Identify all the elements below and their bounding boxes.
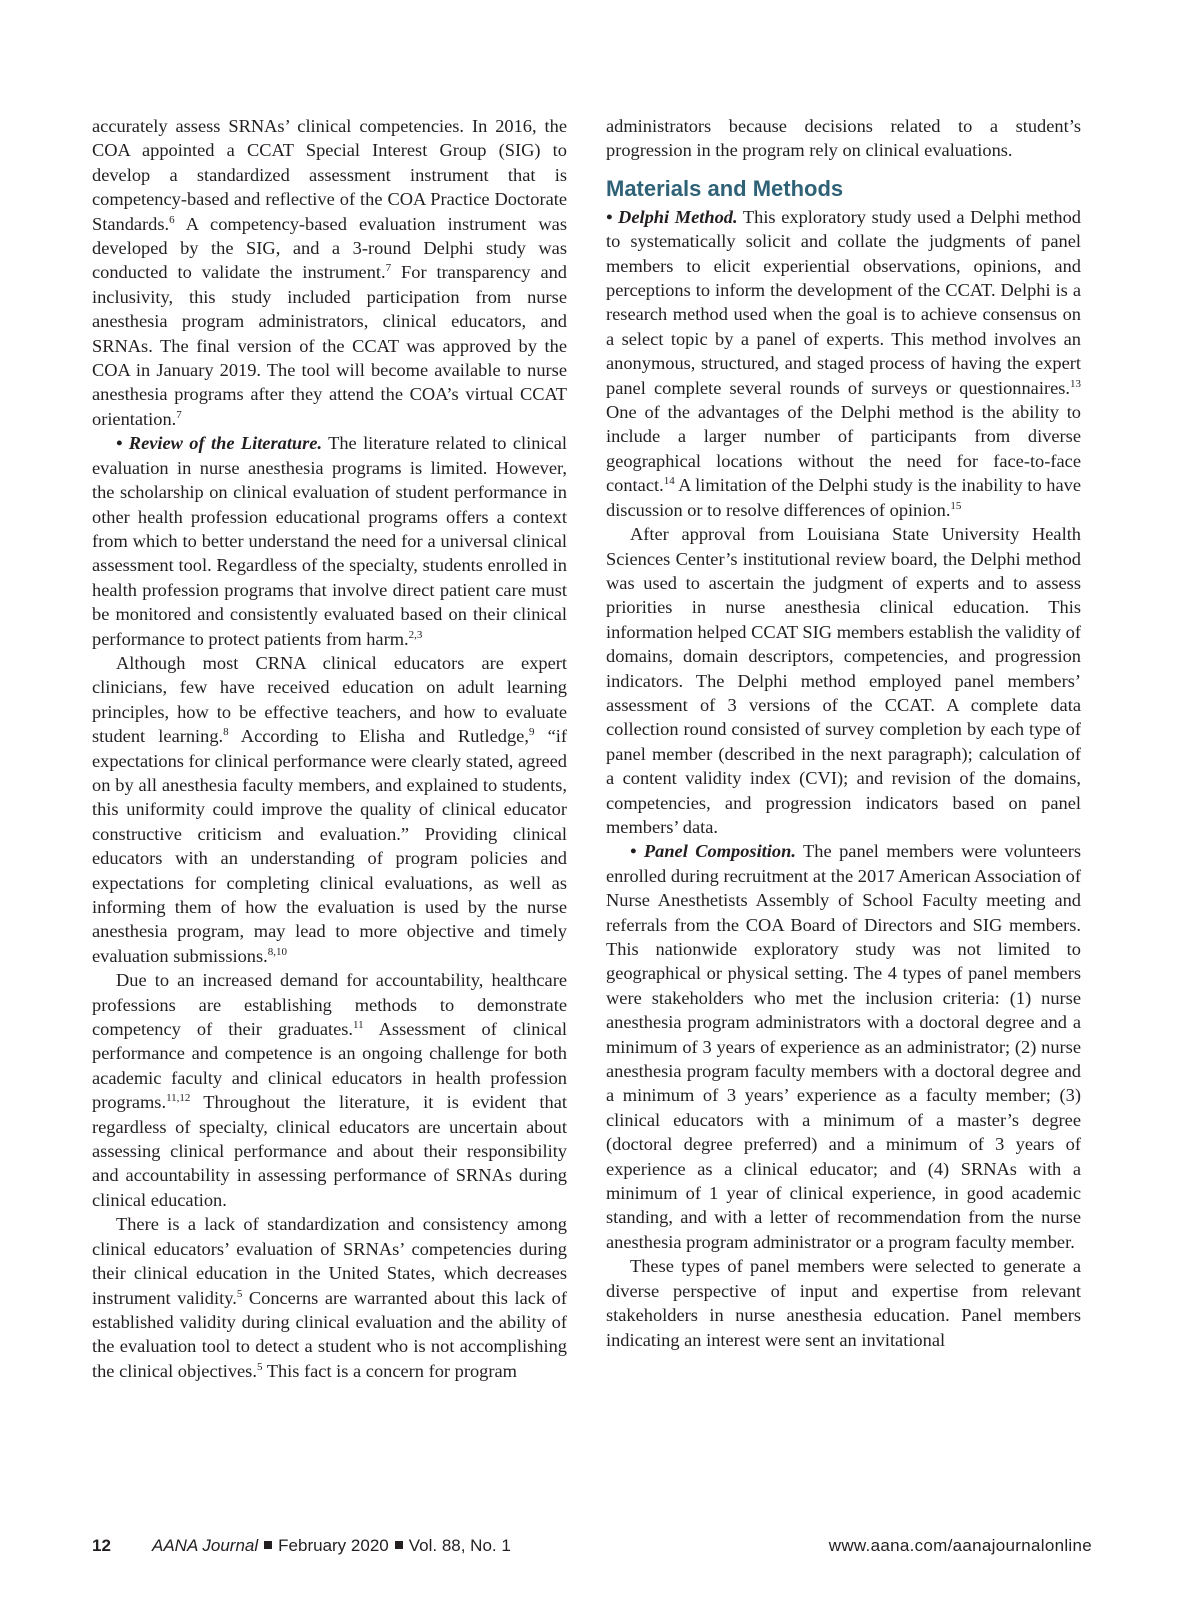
text-segment: Assessment of clinical performance and competence is an ongoing challenge for both academic faculty and clinical educators in health profession programs. [92, 1019, 567, 1113]
text-segment: According to Elisha and Rutledge, [228, 726, 529, 747]
run-in-heading: • Delphi Method. [606, 206, 738, 227]
reference-superscript: 8 [223, 726, 229, 739]
paragraph-review-of-literature [92, 431, 567, 651]
reference-superscript: 7 [176, 408, 182, 421]
text-segment: The panel members were volunteers enrolled during recruitment at the 2017 American Association of Nurse Anesthetists Assembly of School Faculty meeting and referrals from the COA Board of Directors and SIG members. This nationwide exploratory study was not limited to geographical or physical setting. The 4 types of panel members were stakeholders who met the inclusion criteria: (1) nurse anesthesia program administrators with a doctoral degree and a minimum of 3 years of experience as an administrator; (2) nurse anesthesia program faculty members with a doctoral degree and a minimum of 3 years’ experience as a faculty member; (3) clinical educators with a minimum of a master’s degree (doctoral degree preferred) and a minimum of 3 years of experience as a clinical educator; and (4) SRNAs with a minimum of 1 year of clinical experience, in good academic standing, and with a letter of recommendation from the nurse anesthesia program administrator or a program faculty member. [606, 841, 1082, 1252]
reference-superscript: 9 [528, 726, 535, 739]
right-column [606, 114, 1081, 1352]
journal-citation [152, 1536, 511, 1556]
issue-date: February 2020 [278, 1536, 389, 1555]
reference-superscript: 13 [1070, 377, 1081, 390]
reference-superscript: 5 [236, 1287, 243, 1300]
text-segment: Due to an increased demand for accountability, healthcare professions are establishing methods to demonstrate competency of their graduates. [92, 970, 567, 1040]
paragraph-delphi-method [606, 205, 1081, 522]
reference-superscript: 8,10 [267, 945, 287, 958]
text-segment: After approval from Louisiana State University Health Sciences Center’s institutional review board, the Delphi method was used to ascertain the judgment of experts and to assess priorities in nurse anesthesia clinical education. This information helped CCAT SIG members establish the validity of domains, domain descriptors, competencies, and progression indicators. The Delphi method employed panel members’ assessment of 3 versions of the CCAT. A complete data collection round consisted of survey completion by each type of panel member (described in the next paragraph); calculation of a content validity index (CVI); and revision of the domains, competencies, and progression indicators based on panel members’ data. [606, 524, 1081, 837]
reference-superscript: 11,12 [166, 1092, 191, 1105]
reference-superscript: 5 [256, 1360, 263, 1373]
paragraph [92, 651, 567, 968]
text-segment: accurately assess SRNAs’ clinical competencies. In 2016, the COA appointed a CCAT Special Interest Group (SIG) to develop a standardized assessment instrument that is competency-based and reflective of the COA Practice Doctorate Standards. [92, 116, 567, 234]
paragraph-panel-composition [606, 839, 1081, 1254]
text-segment: This fact is a concern for program [262, 1360, 517, 1381]
text-segment: One of the advantages of the Delphi method is the ability to include a larger number of participants from diverse geographical locations without the need for face-to-face contact. [606, 402, 1081, 496]
paragraph [92, 114, 567, 431]
text-segment: A limitation of the Delphi study is the inability to have discussion or to resolve differences of opinion. [606, 475, 1081, 520]
text-segment: administrators because decisions related to a student’s progression in the program rely on clinical evaluations. [606, 116, 1081, 161]
paragraph [92, 1212, 567, 1383]
reference-superscript: 2,3 [408, 628, 423, 641]
text-segment: The literature related to clinical evaluation in nurse anesthesia programs is limited. However, the scholarship on clinical evaluation of student performance in other health profession educational programs offers a context from which to better understand the need for a universal clinical assessment tool. Regardless of the specialty, students enrolled in health profession programs that involve direct patient care must be monitored and consistently evaluated based on their clinical performance to protect patients from harm. [92, 433, 567, 649]
text-segment: Throughout the literature, it is evident that regardless of specialty, clinical educators are uncertain about assessing clinical performance and about their responsibility and accountability in assessing performance of SRNAs during clinical education. [92, 1092, 567, 1210]
run-in-heading: • Review of the Literature. [116, 433, 323, 454]
paragraph [92, 968, 567, 1212]
page-number: 12 [92, 1536, 111, 1555]
text-segment: These types of panel members were selected to generate a diverse perspective of input and expertise from relevant stakeholders in nurse anesthesia education. Panel members indicating an interest were sent an invitational [606, 1256, 1081, 1350]
text-segment: This exploratory study used a Delphi method to systematically solicit and collate the judgments of panel members to elicit experiential observations, opinions, and perceptions to inform the development of the CCAT. Delphi is a research method used when the goal is to achieve consensus on a select topic by a panel of experts. This method involves an anonymous, structured, and staged process of having the expert panel complete several rounds of surveys or questionnaires. [606, 206, 1082, 398]
paragraph [606, 522, 1081, 839]
text-segment: “if expectations for clinical performance were clearly stated, agreed on by all anesthesia faculty members, and explained to students, this uniformity could improve the quality of clinical educator constructive criticism and evaluation.” Providing clinical educators with an understanding of program policies and expectations for completing clinical evaluations, as well as informing them of how the evaluation is used by the nurse anesthesia program, may lead to more objective and timely evaluation submissions. [92, 726, 568, 966]
reference-superscript: 7 [385, 262, 392, 275]
text-segment: For transparency and inclusivity, this study included participation from nurse anesthesia program administrators, clinical educators, and SRNAs. The final version of the CCAT was approved by the COA in January 2019. The tool will become available to nurse anesthesia programs after they attend the COA’s virtual CCAT orientation. [92, 262, 567, 429]
reference-superscript: 6 [169, 213, 175, 226]
square-bullet-icon [264, 1541, 272, 1549]
paragraph [606, 114, 1081, 163]
text-segment: Concerns are warranted about this lack of established validity during clinical evaluation and the ability of the evaluation tool to detect a student who is not accomplishing the clinical objectives. [92, 1287, 567, 1381]
text-segment: There is a lack of standardization and consistency among clinical educators’ evaluation of SRNAs’ competencies during their clinical education in the United States, which decreases instrument validity. [92, 1214, 567, 1308]
reference-superscript: 14 [663, 475, 675, 488]
square-bullet-icon [395, 1541, 403, 1549]
paragraph [606, 1254, 1081, 1352]
reference-superscript: 11 [353, 1019, 364, 1032]
text-segment: A competency-based evaluation instrument was developed by the SIG, and a 3-round Delphi study was conducted to validate the instrument. [92, 213, 567, 283]
text-segment: Although most CRNA clinical educators are expert clinicians, few have received education on adult learning principles, how to be effective teachers, and how to evaluate student learning. [92, 652, 567, 747]
page-footer [92, 1536, 1092, 1560]
reference-superscript: 15 [950, 499, 962, 512]
left-column [92, 114, 567, 1383]
volume-number: Vol. 88, No. 1 [408, 1536, 511, 1555]
journal-name: AANA Journal [152, 1536, 259, 1555]
section-heading: Materials and Methods [606, 175, 844, 201]
journal-url: www.aana.com/aanajournalonline [828, 1536, 1092, 1555]
run-in-heading: • Panel Composition. [630, 841, 796, 862]
